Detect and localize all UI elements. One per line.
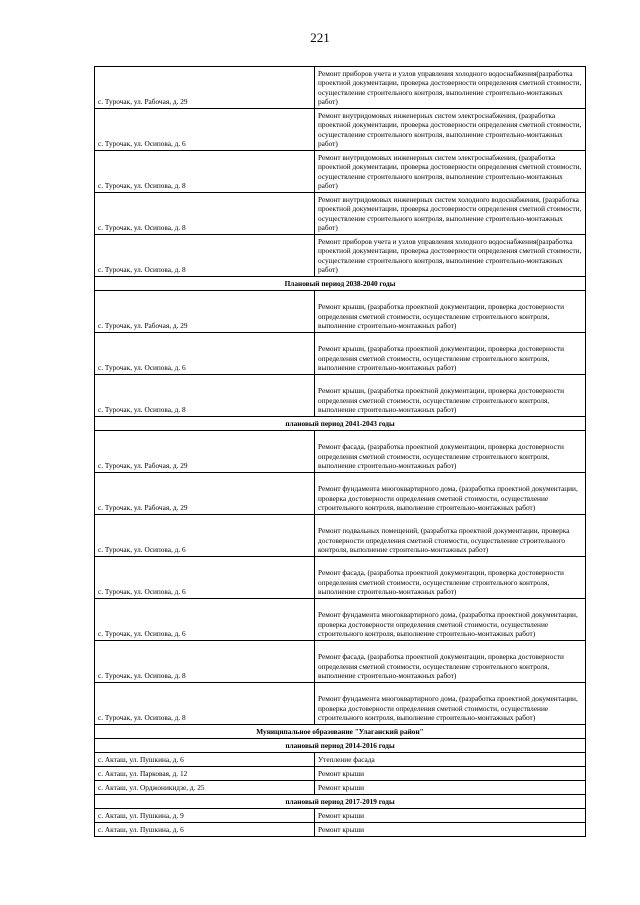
work-description-cell: Ремонт крыши	[315, 823, 586, 837]
table-row	[95, 431, 586, 473]
work-description-cell: Ремонт приборов учета и узлов управления холодного водоснабжения(разработка проектной документации, проверка достоверности определения сметной стоимости, осуществление строительного контроля, выполнение строительно-монтажных работ)	[315, 67, 586, 109]
table-body	[95, 67, 586, 837]
table-row	[95, 193, 586, 235]
work-description-cell: Ремонт внутридомовых инженерных систем холодного водоснабжения, (разработка проектной документации, проверка достоверности определения сметной стоимости, осуществление строительного контроля, выполнение строительно-монтажных работ)	[315, 193, 586, 235]
table-row	[95, 375, 586, 417]
work-description-cell: Ремонт приборов учета и узлов управления холодного водоснабжения(разработка проектной документации, проверка достоверности определения сметной стоимости, осуществление строительного контроля, выполнение строительно-монтажных работ)	[315, 235, 586, 277]
address-cell: с. Турочак, ул. Рабочая, д. 29	[95, 291, 315, 333]
address-cell: с. Турочак, ул. Осипова, д. 8	[95, 193, 315, 235]
work-description-cell: Ремонт крыши	[315, 767, 586, 781]
table-row	[95, 599, 586, 641]
address-cell: с. Турочак, ул. Осипова, д. 6	[95, 557, 315, 599]
work-description-cell: Ремонт фасада, (разработка проектной документации, проверка достоверности определения сметной стоимости, осуществление строительного контроля, выполнение строительно-монтажных работ)	[315, 641, 586, 683]
table-row	[95, 515, 586, 557]
address-cell: с. Турочак, ул. Рабочая, д. 29	[95, 431, 315, 473]
section-header-row	[95, 725, 586, 739]
work-description-cell: Ремонт фундамента многоквартирного дома, (разработка проектной документации, проверка достоверности определения сметной стоимости, осуществление строительного контроля, выполнение строительно-монтажных работ)	[315, 599, 586, 641]
work-description-cell: Ремонт внутридомовых инженерных систем электроснабжения, (разработка проектной документации, проверка достоверности определения сметной стоимости, осуществление строительного контроля, выполнение строительно-монтажных работ)	[315, 151, 586, 193]
table-row	[95, 67, 586, 109]
work-description-cell: Ремонт крыши, (разработка проектной документации, проверка достоверности определения сметной стоимости, осуществление строительного контроля, выполнение строительно-монтажных работ)	[315, 333, 586, 375]
table-row	[95, 333, 586, 375]
address-cell: с. Турочак, ул. Осипова, д. 8	[95, 151, 315, 193]
address-cell: с. Турочак, ул. Осипова, д. 8	[95, 235, 315, 277]
address-cell: с. Турочак, ул. Рабочая, д. 29	[95, 67, 315, 109]
section-header-row	[95, 795, 586, 809]
table-row	[95, 235, 586, 277]
work-description-cell: Ремонт подвальных помещений, (разработка проектной документации, проверка достоверности определения сметной стоимости, осуществление строительного контроля, выполнение строительно-монтажных работ)	[315, 515, 586, 557]
address-cell: с. Акташ, ул. Пушкина, д. 6	[95, 823, 315, 837]
work-description-cell: Ремонт крыши	[315, 781, 586, 795]
table-row	[95, 291, 586, 333]
work-description-cell: Ремонт крыши, (разработка проектной документации, проверка достоверности определения сметной стоимости, осуществление строительного контроля, выполнение строительно-монтажных работ)	[315, 375, 586, 417]
work-description-cell: Ремонт фундамента многоквартирного дома, (разработка проектной документации, проверка достоверности определения сметной стоимости, осуществление строительного контроля, выполнение строительно-монтажных работ)	[315, 683, 586, 725]
section-header: плановый период 2017-2019 годы	[95, 795, 586, 809]
table-row	[95, 767, 586, 781]
address-cell: с. Акташ, ул. Пушкина, д. 6	[95, 753, 315, 767]
address-cell: с. Турочак, ул. Осипова, д. 6	[95, 515, 315, 557]
address-cell: с. Турочак, ул. Осипова, д. 8	[95, 641, 315, 683]
work-description-cell: Утепление фасада	[315, 753, 586, 767]
table-row	[95, 753, 586, 767]
section-header-row	[95, 277, 586, 291]
section-header-row	[95, 417, 586, 431]
work-description-cell: Ремонт фундамента многоквартирного дома, (разработка проектной документации, проверка достоверности определения сметной стоимости, осуществление строительного контроля, выполнение строительно-монтажных работ)	[315, 473, 586, 515]
address-cell: с. Турочак, ул. Осипова, д. 6	[95, 333, 315, 375]
capital-repair-table	[94, 66, 586, 837]
address-cell: с. Турочак, ул. Рабочая, д. 29	[95, 473, 315, 515]
section-header: плановый период 2041-2043 годы	[95, 417, 586, 431]
table-row	[95, 473, 586, 515]
table-row	[95, 809, 586, 823]
work-description-cell: Ремонт крыши	[315, 809, 586, 823]
work-description-cell: Ремонт фасада, (разработка проектной документации, проверка достоверности определения сметной стоимости, осуществление строительного контроля, выполнение строительно-монтажных работ)	[315, 557, 586, 599]
address-cell: с. Акташ, ул. Пушкина, д. 9	[95, 809, 315, 823]
table-row	[95, 557, 586, 599]
work-description-cell: Ремонт крыши, (разработка проектной документации, проверка достоверности определения сметной стоимости, осуществление строительного контроля, выполнение строительно-монтажных работ)	[315, 291, 586, 333]
address-cell: с. Турочак, ул. Осипова, д. 6	[95, 599, 315, 641]
address-cell: с. Турочак, ул. Осипова, д. 6	[95, 109, 315, 151]
address-cell: с. Акташ, ул. Парковая, д. 12	[95, 767, 315, 781]
section-header-row	[95, 739, 586, 753]
table-row	[95, 823, 586, 837]
address-cell: с. Турочак, ул. Осипова, д. 8	[95, 683, 315, 725]
section-header: Плановый период 2038-2040 годы	[95, 277, 586, 291]
page-number: 221	[310, 30, 330, 45]
work-description-cell: Ремонт внутридомовых инженерных систем электроснабжения, (разработка проектной документации, проверка достоверности определения сметной стоимости, осуществление строительного контроля, выполнение строительно-монтажных работ)	[315, 109, 586, 151]
work-description-cell: Ремонт фасада, (разработка проектной документации, проверка достоверности определения сметной стоимости, осуществление строительного контроля, выполнение строительно-монтажных работ)	[315, 431, 586, 473]
table-row	[95, 151, 586, 193]
table-row	[95, 641, 586, 683]
address-cell: с. Турочак, ул. Осипова, д. 8	[95, 375, 315, 417]
section-header: плановый период 2014-2016 годы	[95, 739, 586, 753]
table-row	[95, 109, 586, 151]
table-row	[95, 683, 586, 725]
section-header: Муниципальное образование "Улаганский район"	[95, 725, 586, 739]
table-row	[95, 781, 586, 795]
address-cell: с. Акташ, ул. Орджоникидзе, д. 25	[95, 781, 315, 795]
